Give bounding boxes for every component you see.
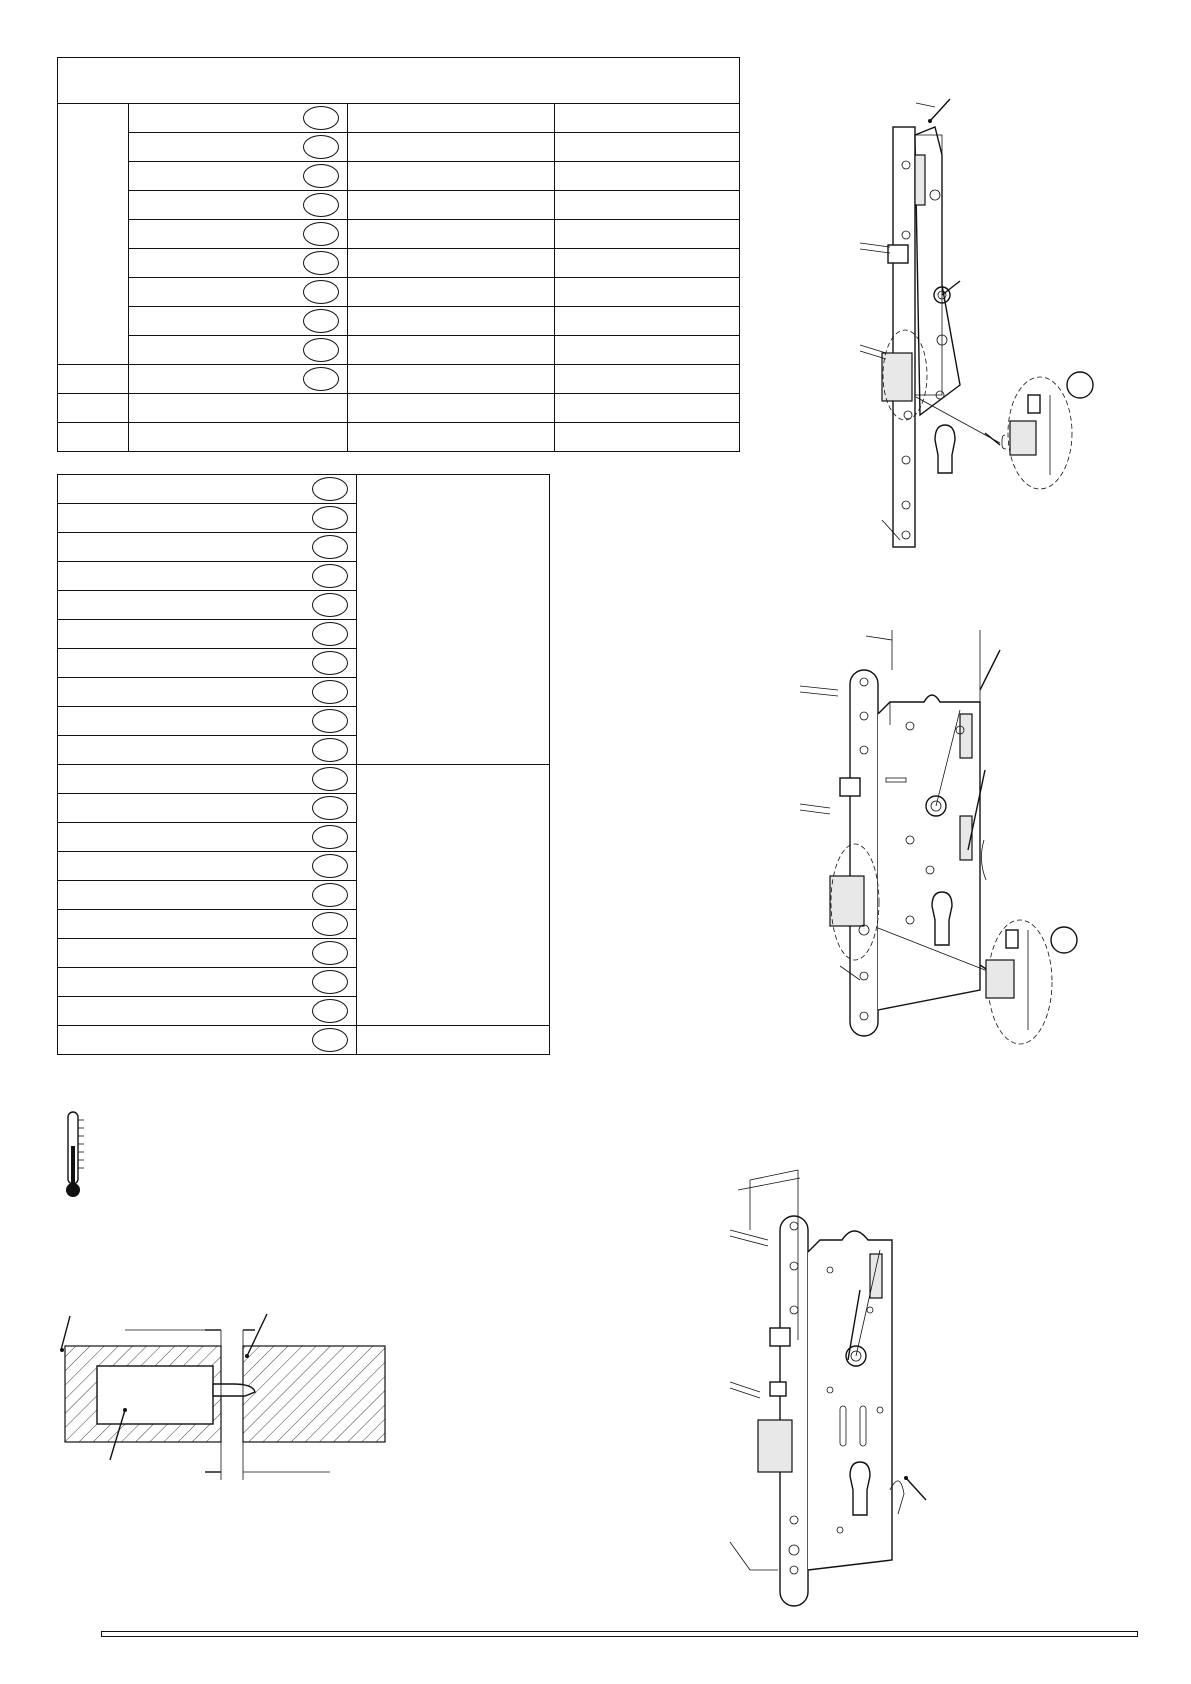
table-cell [58,852,357,881]
table-cell [129,191,348,220]
table-cell [555,104,740,133]
table-note-cell [357,475,550,765]
oval-marker [303,164,339,188]
oval-marker [312,535,348,559]
oval-marker [312,1028,348,1052]
oval-marker [303,280,339,304]
lock-body-diagram-1 [860,95,1100,555]
table-cell [555,336,740,365]
oval-marker [312,796,348,820]
table-cell [348,162,555,191]
table-cell [555,191,740,220]
table-group-cell [58,104,129,365]
lock-body-diagram-2 [800,630,1100,1040]
oval-marker [312,970,348,994]
oval-marker [312,651,348,675]
oval-marker [303,309,339,333]
oval-marker [312,912,348,936]
table-cell [129,278,348,307]
oval-marker [312,477,348,501]
table-cell [348,394,555,423]
table-cell [555,423,740,452]
oval-marker [312,999,348,1023]
oval-marker [312,825,348,849]
table-cell [58,591,357,620]
table-cell [58,475,357,504]
oval-marker [303,222,339,246]
table-row [58,1026,550,1055]
table-row [58,278,740,307]
spec-table-top [57,57,740,452]
oval-marker [312,506,348,530]
table-row [58,765,550,794]
table-cell [348,307,555,336]
table-cell [555,307,740,336]
table-row [58,475,550,504]
oval-marker [312,680,348,704]
oval-marker [303,251,339,275]
table-cell [129,336,348,365]
table-cell [58,765,357,794]
table-row [58,220,740,249]
table-cell [58,707,357,736]
thermometer-icon [60,1110,90,1200]
table-cell [129,162,348,191]
table-note-cell [357,765,550,1026]
table-cell [348,220,555,249]
table-row [58,423,740,452]
oval-marker [312,854,348,878]
table-cell [58,620,357,649]
table-cell [58,394,129,423]
table-cell [555,133,740,162]
table-note-cell [357,1026,550,1055]
table-cell [555,220,740,249]
table-cell [58,794,357,823]
table-cell [555,162,740,191]
table-row [58,336,740,365]
table-cell [129,133,348,162]
table-cell [58,504,357,533]
table-cell [348,336,555,365]
table-cell [58,939,357,968]
table-cell [348,191,555,220]
spec-table-bottom [57,474,550,1055]
table-cell [129,423,348,452]
table-cell [58,649,357,678]
table-cell [555,394,740,423]
table-row [58,162,740,191]
table-cell [58,736,357,765]
oval-marker [312,709,348,733]
oval-marker [303,193,339,217]
oval-marker [312,564,348,588]
table-cell [58,533,357,562]
oval-marker [303,367,339,391]
oval-marker [312,767,348,791]
table-cell [348,278,555,307]
table-row [58,104,740,133]
table-cell [555,278,740,307]
table-cell [348,104,555,133]
table-cell [348,365,555,394]
table-cell [129,104,348,133]
table-top-header [58,58,740,104]
table-cell [58,881,357,910]
table-cell [58,678,357,707]
table-cell [348,249,555,278]
table-cell [58,562,357,591]
door-section-diagram [55,1310,395,1510]
table-cell [555,365,740,394]
table-cell [555,249,740,278]
oval-marker [312,738,348,762]
table-cell [129,220,348,249]
table-cell [58,968,357,997]
table-cell [58,423,129,452]
table-cell [129,249,348,278]
oval-marker [312,622,348,646]
oval-marker [312,883,348,907]
oval-marker [303,338,339,362]
table-row [58,365,740,394]
table-cell [129,365,348,394]
table-cell [58,823,357,852]
table-row [58,249,740,278]
oval-marker [312,593,348,617]
table-cell [58,365,129,394]
table-cell [129,394,348,423]
table-cell [58,1026,357,1055]
footer-bar [101,1631,1138,1637]
table-row [58,191,740,220]
lock-body-diagram-3 [730,1170,960,1610]
table-cell [58,997,357,1026]
oval-marker [303,106,339,130]
table-row [58,133,740,162]
oval-marker [303,135,339,159]
table-row [58,394,740,423]
table-cell [129,307,348,336]
oval-marker [312,941,348,965]
table-cell [58,910,357,939]
table-row [58,307,740,336]
table-cell [348,423,555,452]
table-cell [348,133,555,162]
